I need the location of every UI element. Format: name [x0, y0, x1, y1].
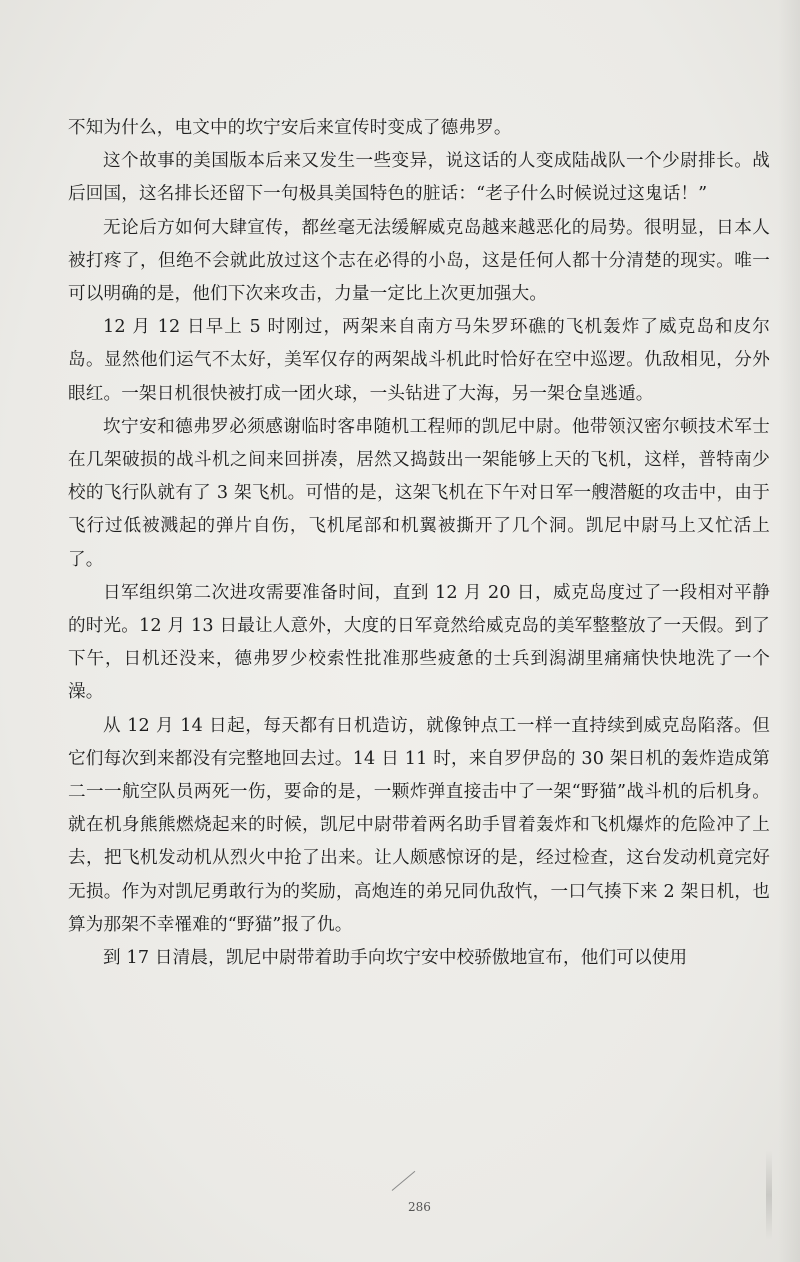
body-text	[68, 112, 770, 975]
paragraph-3: 无论后方如何大肆宣传，都丝毫无法缓解威克岛越来越恶化的局势。很明显，日本人被打疼了，但绝不会就此放过这个志在必得的小岛，这是任何人都十分清楚的现实。唯一可以明确的是，他们下次来攻击，力量一定比上次更加强大。	[68, 217, 770, 305]
paragraph-1: 不知为什么，电文中的坎宁安后来宣传时变成了德弗罗。	[68, 118, 512, 138]
scan-mark	[766, 1150, 772, 1240]
paragraph-2: 这个故事的美国版本后来又发生一些变异，说这话的人变成陆战队一个少尉排长。战后回国，这名排长还留下一句极具美国特色的脏话：“老子什么时候说过这鬼话！”	[68, 151, 770, 205]
page-number: 286	[408, 1200, 431, 1214]
paragraph-4: 12 月 12 日早上 5 时刚过，两架来自南方马朱罗环礁的飞机轰炸了威克岛和皮尔岛。显然他们运气不太好，美军仅存的两架战斗机此时恰好在空中巡逻。仇敌相见，分外眼红。一架日机很快被打成一团火球，一头钻进了大海，另一架仓皇逃遁。	[68, 317, 770, 404]
page-number-slash	[392, 1171, 416, 1191]
paragraph-5: 坎宁安和德弗罗必须感谢临时客串随机工程师的凯尼中尉。他带领汉密尔顿技术军士在几架破损的战斗机之间来回拼凑，居然又捣鼓出一架能够上天的飞机，这样，普特南少校的飞行队就有了 3 架飞机。可惜的是，这架飞机在下午对日军一艘潜艇的攻击中，由于飞行过低被溅起的弹片自伤，飞机尾部和机翼被撕开了几个洞。凯尼中尉马上又忙活上了。	[68, 416, 770, 570]
paragraph-6: 日军组织第二次进攻需要准备时间，直到 12 月 20 日，威克岛度过了一段相对平静的时光。12 月 13 日最让人意外，大度的日军竟然给威克岛的美军整整放了一天假。到了下午，日机还没来，德弗罗少校索性批准那些疲惫的士兵到潟湖里痛痛快快地洗了一个澡。	[68, 582, 770, 703]
paragraph-8: 到 17 日清晨，凯尼中尉带着助手向坎宁安中校骄傲地宣布，他们可以使用	[103, 948, 688, 969]
paragraph-7: 从 12 月 14 日起，每天都有日机造访，就像钟点工一样一直持续到威克岛陷落。但它们每次到来都没有完整地回去过。14 日 11 时，来自罗伊岛的 30 架日机的轰炸造成第二一一航空队员两死一伤，要命的是，一颗炸弹直接击中了一架“野猫”战斗机的后机身。就在机身熊熊燃烧起来的时候，凯尼中尉带着两名助手冒着轰炸和飞机爆炸的危险冲了上去，把飞机发动机从烈火中抢了出来。让人颇感惊讶的是，经过检查，这台发动机竟完好无损。作为对凯尼勇敢行为的奖励，高炮连的弟兄同仇敌忾，一口气揍下来 2 架日机，也算为那架不幸罹难的“野猫”报了仇。	[68, 715, 770, 935]
page-edge-shadow	[778, 0, 800, 1262]
